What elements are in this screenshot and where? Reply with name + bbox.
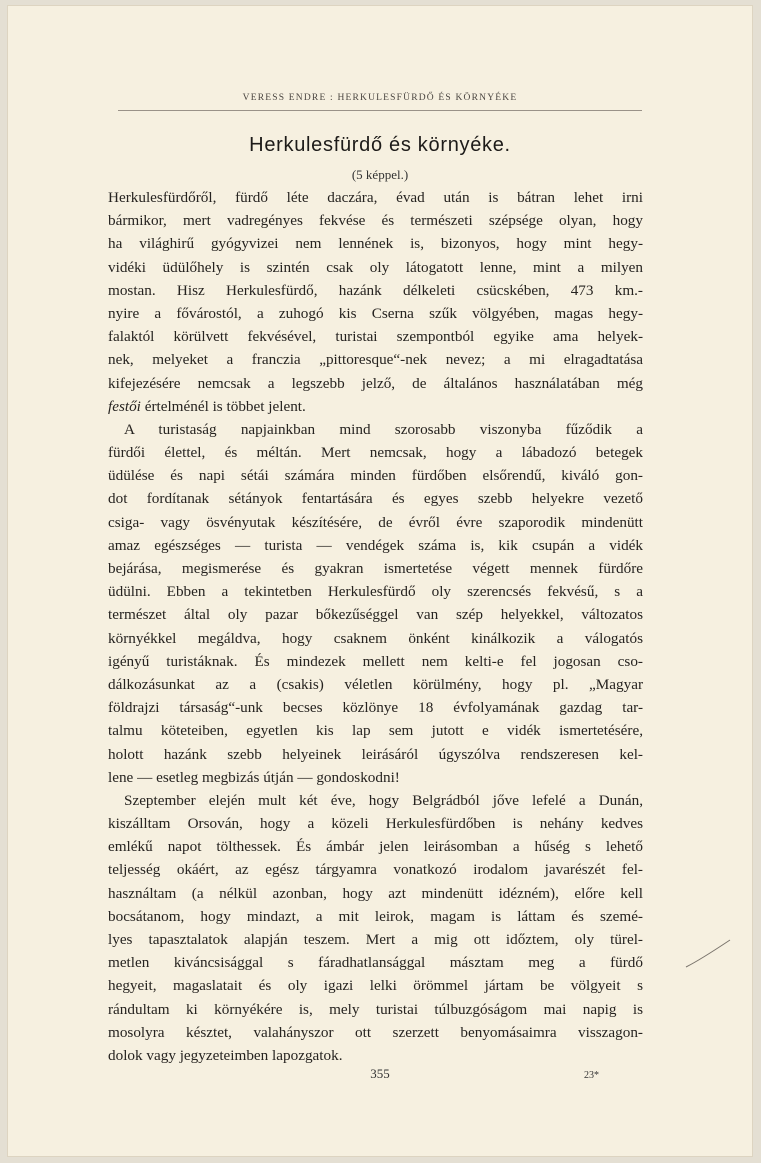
text-line: metlen kiváncsisággal s fáradhatlansággal másztam meg a fürdő xyxy=(108,954,643,972)
text-line: vidéki üdülőhely is szintén csak oly látogatott lenne, mint a milyen xyxy=(108,258,643,276)
text-line: fürdői élettel, és méltán. Mert nemcsak, hogy a lábadozó betegek xyxy=(108,444,643,462)
text-line: természet által oly pazar bőkezűséggel van szép helyekkel, változatos xyxy=(108,606,643,624)
text-line: A turistaság napjainkban mind szorosabb viszonyba fűződik a xyxy=(124,420,643,438)
page-number: 355 xyxy=(370,1066,390,1081)
text-line: dot fordítanak sétányok fentartására és egyes szebb helyekre vezető xyxy=(108,490,643,508)
text-line: mostan. Hisz Herkulesfürdő, hazánk délkeleti csücskében, 473 km.- xyxy=(108,281,643,299)
text-line: mosolyra késztet, valahányszor ott szerzett benyomásaimra visszagon- xyxy=(108,1023,643,1041)
text-line: kifejezésére nemcsak a legszebb jelző, de általános használatában még xyxy=(108,374,643,392)
text-line: földrajzi társaság“-unk becses közlönye 18 évfolyamának gazdag tar- xyxy=(108,699,643,717)
paragraph xyxy=(108,418,643,789)
text-line: talmu köteteiben, egyetlen kis lap sem jutott e vidék ismertetésére, xyxy=(108,722,643,740)
header-rule xyxy=(118,110,642,111)
text-line: üdülése és napi sétái számára minden fürdőben elsőrendű, kiváló gon- xyxy=(108,467,643,485)
text-line: holott hazánk szebb helyeinek leirásáról úgyszólva rendszeresen kel- xyxy=(108,745,643,763)
text-line: bejárása, megismerése és gyakran ismertetése végett mennek fürdőre xyxy=(108,560,643,577)
text-line: dolok vagy jegyzeteimben lapozgatok. xyxy=(108,1046,343,1064)
italic-word: festői xyxy=(108,397,141,415)
text-line: amaz egészséges — turista — vendégek száma is, kik csupán a vidék xyxy=(108,536,643,554)
text-line: falaktól körülvett fekvésével, turistai szempontból egyike ama helyek- xyxy=(108,328,643,346)
paragraph xyxy=(108,186,643,418)
text-fragment: értelménél is többet jelent. xyxy=(140,397,306,415)
text-line: kiszálltam Orsován, hogy a közeli Herkulesfürdőben is nehány kedves xyxy=(108,815,643,833)
book-page xyxy=(8,6,752,1156)
signature-mark: 23* xyxy=(584,1070,599,1081)
article-subtitle: (5 képpel.) xyxy=(351,167,409,182)
text-line: nek, melyeket a franczia „pittoresque“-nek nevez; a mi elragadtatása xyxy=(108,351,643,369)
text-line: lyes tapasztalatok alapján teszem. Mert a mig ott időztem, oly türel- xyxy=(108,931,643,948)
text-line: teljesség okáért, az egész tárgyamra vonatkozó irodalom javarészét fel- xyxy=(108,861,643,879)
margin-pencil-mark xyxy=(684,934,734,970)
text-line: üdülni. Ebben a tekintetben Herkulesfürdő oly szerencsés fekvésű, s a xyxy=(108,583,643,601)
article-title: Herkulesfürdő és környéke. xyxy=(249,134,511,156)
text-line: környékkel megáldva, hogy csaknem önként kinálkozik a válogatós xyxy=(108,629,643,647)
article-body xyxy=(108,186,643,1067)
text-line: használtam (a nélkül azonban, hogy azt mindenütt idézném), előre kell xyxy=(108,884,643,902)
text-line: rándultam ki környékére is, mely turistai túlbuzgóságom mai napig is xyxy=(108,1000,643,1018)
text-line: bocsátanom, hogy mindazt, a mit leirok, magam is láttam és szemé- xyxy=(108,907,643,925)
text-line: igényű turistáknak. És mindezek mellett nem kelti-e fel jogosan cso- xyxy=(108,652,643,670)
running-head: VERESS ENDRE : HERKULESFÜRDŐ ÉS KÖRNYÉKE xyxy=(242,93,518,103)
text-line: nyire a fővárostól, a zuhogó kis Cserna szűk völgyében, magas hegy- xyxy=(108,304,643,322)
text-line: bármikor, mert vadregényes fekvése és természeti szépsége olyan, hogy xyxy=(108,212,643,230)
text-line: emlékű napot tölthessek. És ámbár jelen leirásomban a hűség s lehető xyxy=(108,838,643,856)
text-line: csiga- vagy ösvényutak készítésére, de évről évre szaporodik mindenütt xyxy=(108,513,643,531)
text-line: Szeptember elején mult két éve, hogy Belgrádból jőve lefelé a Dunán, xyxy=(124,791,643,809)
text-line: dálkozásunkat az a (csakis) véletlen körülmény, hogy pl. „Magyar xyxy=(108,675,643,693)
text-line: ha világhirű gyógyvizei nem lennének is, bizonyos, hogy mint hegy- xyxy=(108,235,643,253)
text-line: lene — esetleg megbizás útján — gondoskodni! xyxy=(108,768,400,786)
text-line: hegyeit, magaslatait és oly igazi lelki örömmel jártam be völgyeit s xyxy=(108,977,643,995)
text-line xyxy=(108,395,643,418)
paragraph xyxy=(108,789,643,1067)
text-line: Herkulesfürdőről, fürdő léte daczára, évad után is bátran lehet irni xyxy=(108,189,643,206)
